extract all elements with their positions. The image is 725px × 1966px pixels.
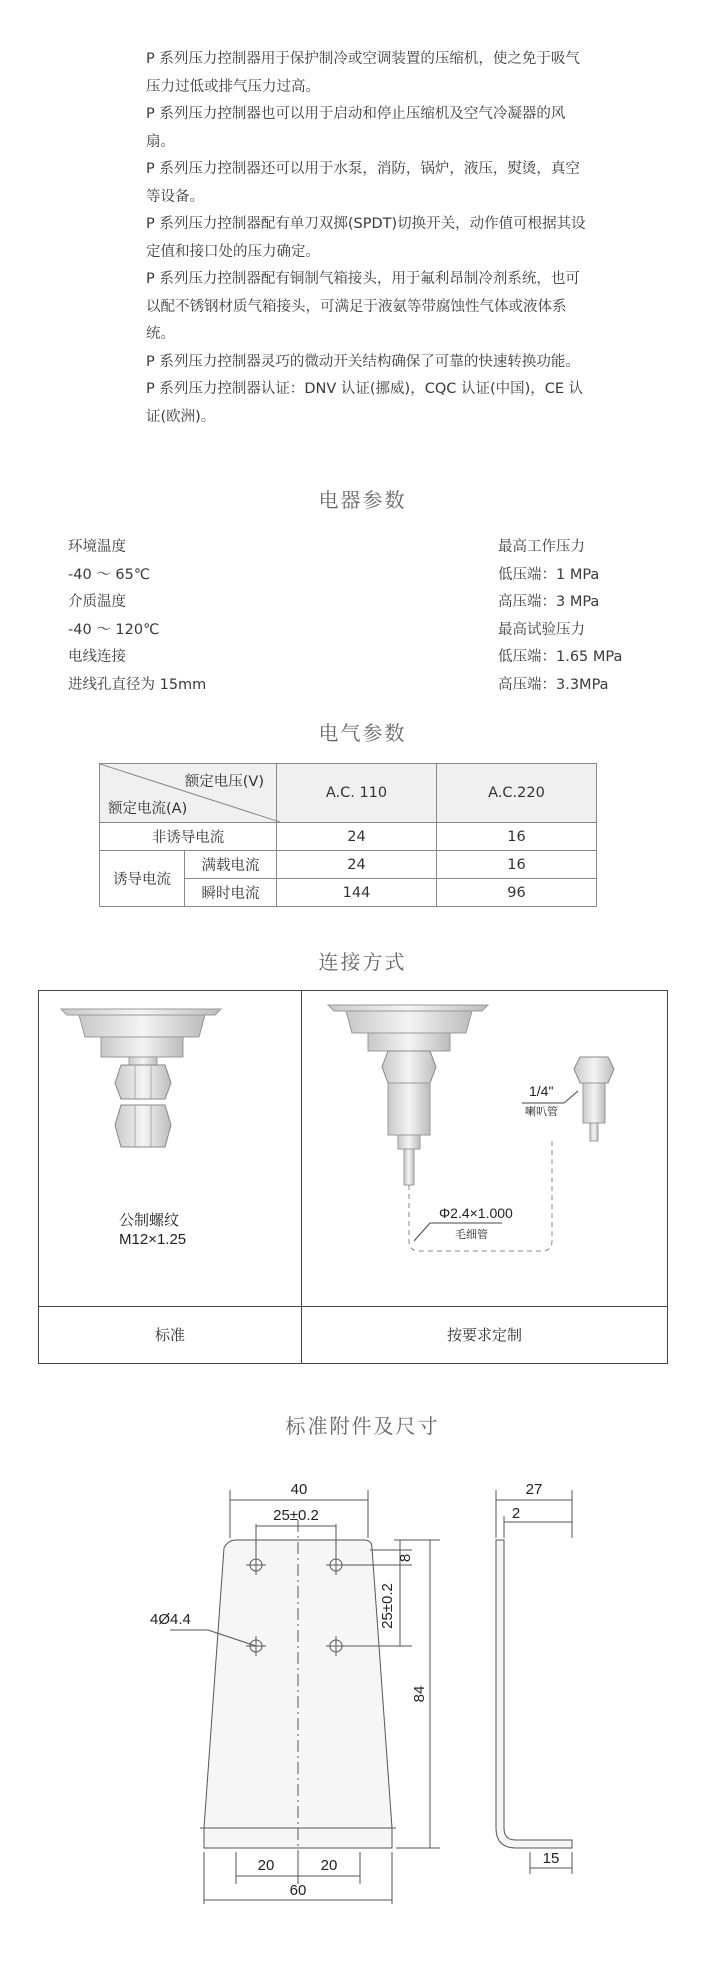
intro-paragraph-1: P 系列压力控制器用于保护制冷或空调装置的压缩机，使之免于吸气压力过低或排气压力过高。 (146, 51, 580, 95)
intro-paragraph-7: P 系列压力控制器认证：DNV 认证(挪威)，CQC 认证(中国)，CE 认证(欧洲)。 (146, 381, 584, 425)
standard-label: 标准 (154, 1326, 185, 1344)
thread-fitting-illustration (39, 991, 301, 1306)
thread-value: M12×1.25 (119, 1231, 187, 1248)
intro-paragraph-5: P 系列压力控制器配有铜制气箱接头，用于氟利昂制冷剂系统，也可以配不锈钢材质气箱接头，可满足于液氨等带腐蚀性气体或液体系统。 (146, 271, 580, 342)
header-ac220: A.C.220 (437, 764, 597, 823)
electric-table-title: 电气参数 (318, 721, 407, 745)
row-label-full-load: 满载电流 (185, 851, 277, 879)
row-label-noninductive: 非诱导电流 (100, 823, 277, 851)
header-voltage: 额定电压(V) (184, 774, 264, 790)
cell-value: 16 (437, 851, 597, 879)
param-medium-temp-label: 介质温度 (68, 594, 126, 610)
cell-value: 144 (277, 879, 437, 907)
custom-label: 按要求定制 (446, 1326, 522, 1344)
intro-paragraph-6: P 系列压力控制器灵巧的微动开关结构确保了可靠的快速转换功能。 (146, 353, 580, 370)
param-low-test: 低压端：1.65 MPa (498, 649, 623, 665)
dim-hole-spacing: 25±0.2 (273, 1507, 319, 1524)
diagonal-header-cell (100, 764, 277, 823)
electric-params-table (99, 763, 597, 907)
thread-label: 公制螺纹 (119, 1211, 180, 1229)
dim-holes: 4Ø4.4 (150, 1611, 191, 1628)
table-row (100, 823, 597, 851)
flare-size: 1/4" (529, 1083, 554, 1099)
param-max-work-pressure: 最高工作压力 (498, 539, 585, 555)
dim-foot: 15 (542, 1850, 560, 1867)
dim-top-offset: 8 (397, 1553, 414, 1563)
param-max-test-pressure: 最高试验压力 (498, 621, 585, 638)
table-header-row (100, 764, 597, 823)
dim-bottom-left: 20 (257, 1857, 275, 1874)
header-current: 额定电流(A) (108, 801, 188, 817)
flare-label: 喇叭管 (525, 1105, 558, 1118)
table-row (100, 851, 597, 879)
dim-bottom-width: 60 (289, 1882, 307, 1899)
params-left-column (68, 534, 206, 699)
param-high-test: 高压端：3.3MPa (498, 676, 609, 693)
param-wiring-label: 电线连接 (68, 649, 126, 665)
cell-value: 24 (277, 851, 437, 879)
row-group-inductive: 诱导电流 (100, 851, 185, 907)
header-ac110: A.C. 110 (277, 764, 437, 823)
intro-paragraph-2: P 系列压力控制器也可以用于启动和停止压缩机及空气冷凝器的风扇。 (146, 106, 566, 150)
row-label-instant: 瞬时电流 (185, 879, 277, 907)
param-high-work: 高压端：3 MPa (498, 594, 600, 610)
intro-paragraph-4: P 系列压力控制器配有单刀双掷(SPDT)切换开关，动作值可根据其设定值和接口处的压力确定。 (146, 216, 586, 260)
connection-panel (38, 990, 668, 1364)
capillary-fitting-illustration (302, 991, 668, 1306)
accessory-title: 标准附件及尺寸 (285, 1414, 440, 1438)
dim-thickness: 2 (511, 1505, 521, 1522)
cell-value: 96 (437, 879, 597, 907)
dim-vertical-spacing: 25±0.2 (379, 1583, 396, 1629)
params-right-column (498, 534, 622, 699)
dim-bottom-right: 20 (320, 1857, 338, 1874)
bracket-dimension-drawing (0, 1480, 725, 1940)
dim-side-depth: 27 (525, 1481, 543, 1498)
connection-title: 连接方式 (318, 950, 407, 974)
param-ambient-temp-label: 环境温度 (68, 539, 126, 555)
capillary-label: 毛细管 (455, 1228, 488, 1241)
intro-text (146, 46, 586, 431)
electrical-params-title: 电器参数 (318, 488, 407, 512)
cell-value: 24 (277, 823, 437, 851)
dim-height: 84 (411, 1685, 428, 1703)
intro-paragraph-3: P 系列压力控制器还可以用于水泵，消防，锅炉，液压，熨烫，真空等设备。 (146, 161, 580, 205)
dim-top-width: 40 (290, 1481, 308, 1498)
capillary-size: Φ2.4×1.000 (439, 1205, 513, 1221)
param-low-work: 低压端：1 MPa (498, 566, 600, 583)
param-wiring-value: 进线孔直径为 15mm (68, 676, 207, 693)
param-ambient-temp-value: -40 ～ 65℃ (68, 566, 151, 583)
param-medium-temp-value: -40 ～ 120℃ (68, 621, 160, 638)
cell-value: 16 (437, 823, 597, 851)
